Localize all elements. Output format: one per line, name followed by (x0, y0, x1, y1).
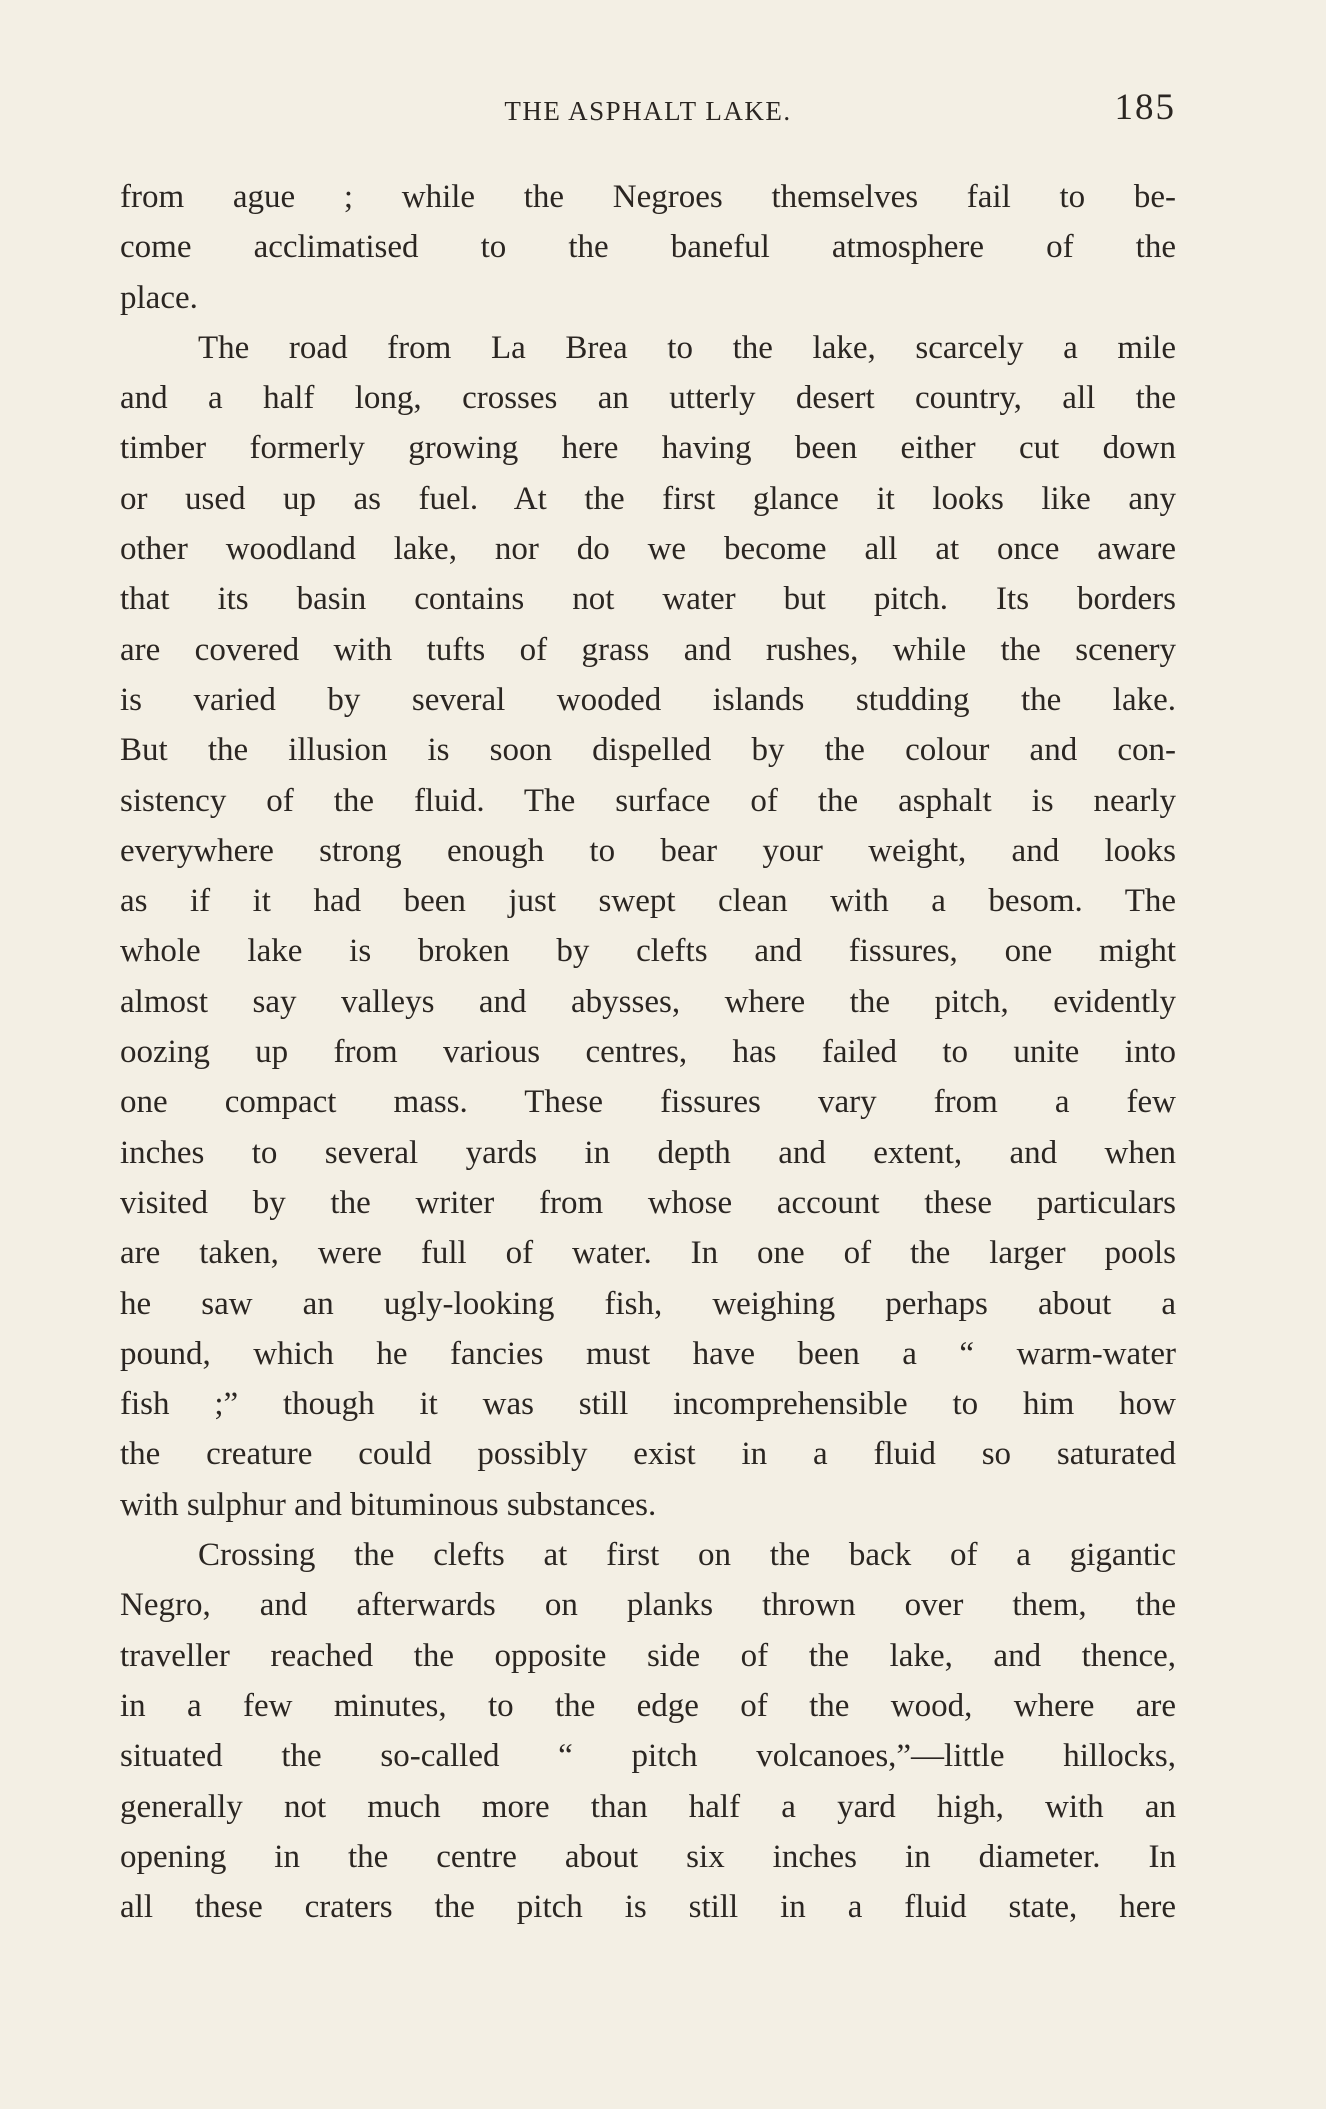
text-line: But the illusion is soon dispelled by the colour and con- (120, 732, 1176, 769)
running-title: THE ASPHALT LAKE. (504, 96, 792, 126)
text-line: Negro, and afterwards on planks thrown over them, the (120, 1587, 1176, 1624)
body-text (120, 172, 1176, 1932)
text-line: is varied by several wooded islands studding the lake. (120, 681, 1176, 718)
text-line: inches to several yards in depth and extent, and when (120, 1134, 1176, 1171)
text-line: all these craters the pitch is still in a fluid state, here (120, 1889, 1176, 1926)
text-line: with sulphur and bituminous substances. (120, 1486, 657, 1523)
text-line: oozing up from various centres, has failed to unite into (120, 1034, 1176, 1071)
text-line: the creature could possibly exist in a fluid so saturated (120, 1436, 1176, 1473)
text-line: situated the so-called “ pitch volcanoes,”—little hillocks, (120, 1738, 1176, 1775)
text-line: The road from La Brea to the lake, scarcely a mile (198, 329, 1176, 366)
page-number: 185 (1114, 87, 1176, 128)
text-line: visited by the writer from whose account these particulars (120, 1184, 1176, 1221)
text-line: pound, which he fancies must have been a “ warm-water (120, 1335, 1176, 1372)
text-line: in a few minutes, to the edge of the wood, where are (120, 1687, 1176, 1724)
text-line: that its basin contains not water but pitch. Its borders (120, 581, 1176, 618)
text-line: come acclimatised to the baneful atmosphere of the (120, 229, 1176, 266)
text-line: and a half long, crosses an utterly desert country, all the (120, 380, 1176, 417)
text-line: one compact mass. These fissures vary from a few (120, 1084, 1176, 1121)
text-line: as if it had been just swept clean with a besom. The (120, 883, 1176, 920)
text-line: are covered with tufts of grass and rushes, while the scenery (120, 631, 1176, 668)
text-line: whole lake is broken by clefts and fissures, one might (120, 933, 1176, 970)
text-line: timber formerly growing here having been either cut down (120, 430, 1176, 467)
text-line: are taken, were full of water. In one of the larger pools (120, 1235, 1176, 1272)
text-line: from ague ; while the Negroes themselves fail to be- (120, 179, 1176, 215)
text-line: other woodland lake, nor do we become all at once aware (120, 531, 1176, 568)
text-line: place. (120, 279, 198, 316)
text-line: he saw an ugly-looking fish, weighing perhaps about a (120, 1285, 1176, 1322)
text-line: fish ;” though it was still incomprehensible to him how (120, 1386, 1176, 1423)
text-line: opening in the centre about six inches in diameter. In (120, 1838, 1176, 1875)
text-line: traveller reached the opposite side of the lake, and thence, (120, 1637, 1176, 1674)
text-line: everywhere strong enough to bear your weight, and looks (120, 832, 1176, 869)
text-line: Crossing the clefts at first on the back of a gigantic (198, 1537, 1176, 1574)
text-line: generally not much more than half a yard high, with an (120, 1788, 1176, 1825)
running-head (120, 86, 1176, 134)
text-line: almost say valleys and abysses, where the pitch, evidently (120, 983, 1176, 1020)
text-line: sistency of the fluid. The surface of the asphalt is nearly (120, 782, 1176, 819)
text-line: or used up as fuel. At the first glance it looks like any (120, 480, 1176, 517)
